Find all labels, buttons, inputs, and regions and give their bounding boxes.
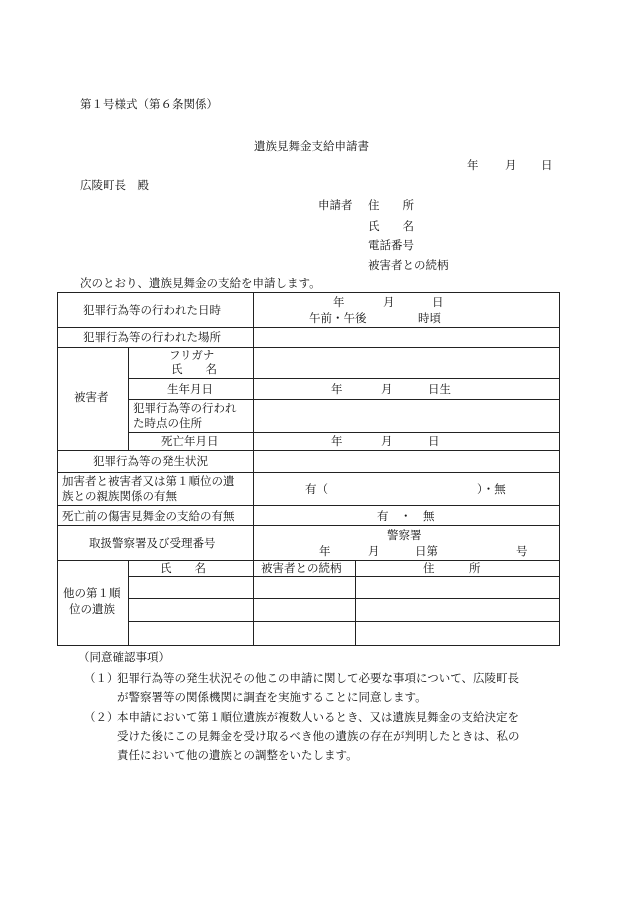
consent-item2-line1: 本申請において第１順位遺族が複数人いるとき、又は遺族見舞金の支給決定を — [117, 710, 520, 724]
crime-place-field[interactable] — [254, 328, 559, 347]
consent-heading: （同意確認事項） — [78, 650, 170, 664]
furigana-label: フリガナ — [169, 348, 215, 362]
others-label-2: 位の遺族 — [69, 602, 115, 616]
date-day-label: 日 — [541, 158, 553, 172]
occurrence-field[interactable] — [254, 451, 559, 472]
intro-text: 次のとおり、遺族見舞金の支給を申請します。 — [80, 276, 321, 290]
police-number-day: 日第 — [415, 544, 438, 558]
residence-field[interactable] — [254, 400, 559, 432]
kinship-label-2: 族との親族関係の有無 — [62, 489, 177, 503]
birthdate-month: 月 — [381, 382, 393, 396]
residence-label-1: 犯罪行為等の行われ — [133, 401, 237, 415]
kinship-no[interactable]: ）・無 — [477, 482, 506, 496]
others-header-address: 住 所 — [423, 561, 481, 575]
others-header-relation: 被害者との続柄 — [261, 561, 342, 575]
birthdate-year: 年 — [331, 382, 343, 396]
police-number-year: 年 — [319, 544, 331, 558]
victim-name-label: 氏 名 — [171, 362, 217, 376]
applicant-name-label: 氏 名 — [368, 219, 414, 233]
applicant-label: 申請者 — [318, 198, 353, 212]
residence-label-2: た時点の住所 — [133, 416, 202, 430]
police-label: 取扱警察署及び受理番号 — [89, 536, 216, 550]
occurrence-label: 犯罪行為等の発生状況 — [93, 454, 208, 468]
death-date-label: 死亡年月日 — [161, 434, 219, 448]
injury-payment-value[interactable]: 有 ・ 無 — [377, 509, 435, 523]
birthdate-label: 生年月日 — [167, 382, 213, 396]
consent-item1-line2: が警察署等の関係機関に調査を実施することに同意します。 — [117, 690, 427, 704]
consent-item1-line1: 犯罪行為等の発生状況その他この申請に関して必要な事項について、広陵町長 — [117, 671, 520, 685]
document-title: 遺族見舞金支給申請書 — [254, 139, 369, 153]
date-year-label: 年 — [467, 158, 479, 172]
death-date-day: 日 — [428, 434, 440, 448]
death-date-month: 月 — [381, 434, 393, 448]
date-month-label: 月 — [505, 158, 517, 172]
crime-place-label: 犯罪行為等の行われた場所 — [83, 330, 221, 344]
crime-date-year: 年 — [333, 295, 345, 309]
police-number-suffix: 号 — [516, 544, 528, 558]
form-number: 第１号様式（第６条関係） — [80, 97, 218, 111]
consent-item2-number: （２） — [84, 710, 119, 724]
police-number-month: 月 — [368, 544, 380, 558]
applicant-phone-label: 電話番号 — [368, 238, 414, 252]
application-table — [57, 292, 560, 646]
others-label-1: 他の第１順 — [63, 586, 121, 600]
consent-item2-line3: 責任において他の遺族との調整をいたします。 — [117, 748, 358, 762]
crime-time-approx: 時頃 — [418, 311, 441, 325]
others-row[interactable] — [129, 622, 559, 645]
others-row[interactable] — [129, 577, 559, 598]
applicant-relation-label: 被害者との続柄 — [368, 258, 449, 272]
kinship-label-1: 加害者と被害者又は第１順位の遺 — [62, 474, 235, 488]
birthdate-born: 日生 — [428, 382, 451, 396]
others-header-name: 氏 名 — [160, 561, 206, 575]
police-station-label: 警察署 — [387, 528, 422, 542]
addressee: 広陵町長 殿 — [80, 178, 149, 192]
injury-payment-label: 死亡前の傷害見舞金の支給の有無 — [62, 509, 235, 523]
kinship-yes[interactable]: 有（ — [305, 482, 328, 496]
others-row[interactable] — [129, 599, 559, 621]
consent-item1-number: （１） — [84, 671, 119, 685]
victim-name-field[interactable] — [254, 348, 559, 378]
consent-item2-line2: 受けた後にこの見舞金を受け取るべき他の遺族の存在が判明したときは、私の — [117, 729, 520, 743]
crime-date-day: 日 — [432, 295, 444, 309]
crime-time-ampm: 午前・午後 — [309, 311, 367, 325]
victim-label: 被害者 — [74, 390, 109, 404]
crime-date-month: 月 — [383, 295, 395, 309]
applicant-address-label: 住 所 — [368, 198, 414, 212]
crime-datetime-label: 犯罪行為等の行われた日時 — [83, 303, 221, 317]
death-date-year: 年 — [331, 434, 343, 448]
